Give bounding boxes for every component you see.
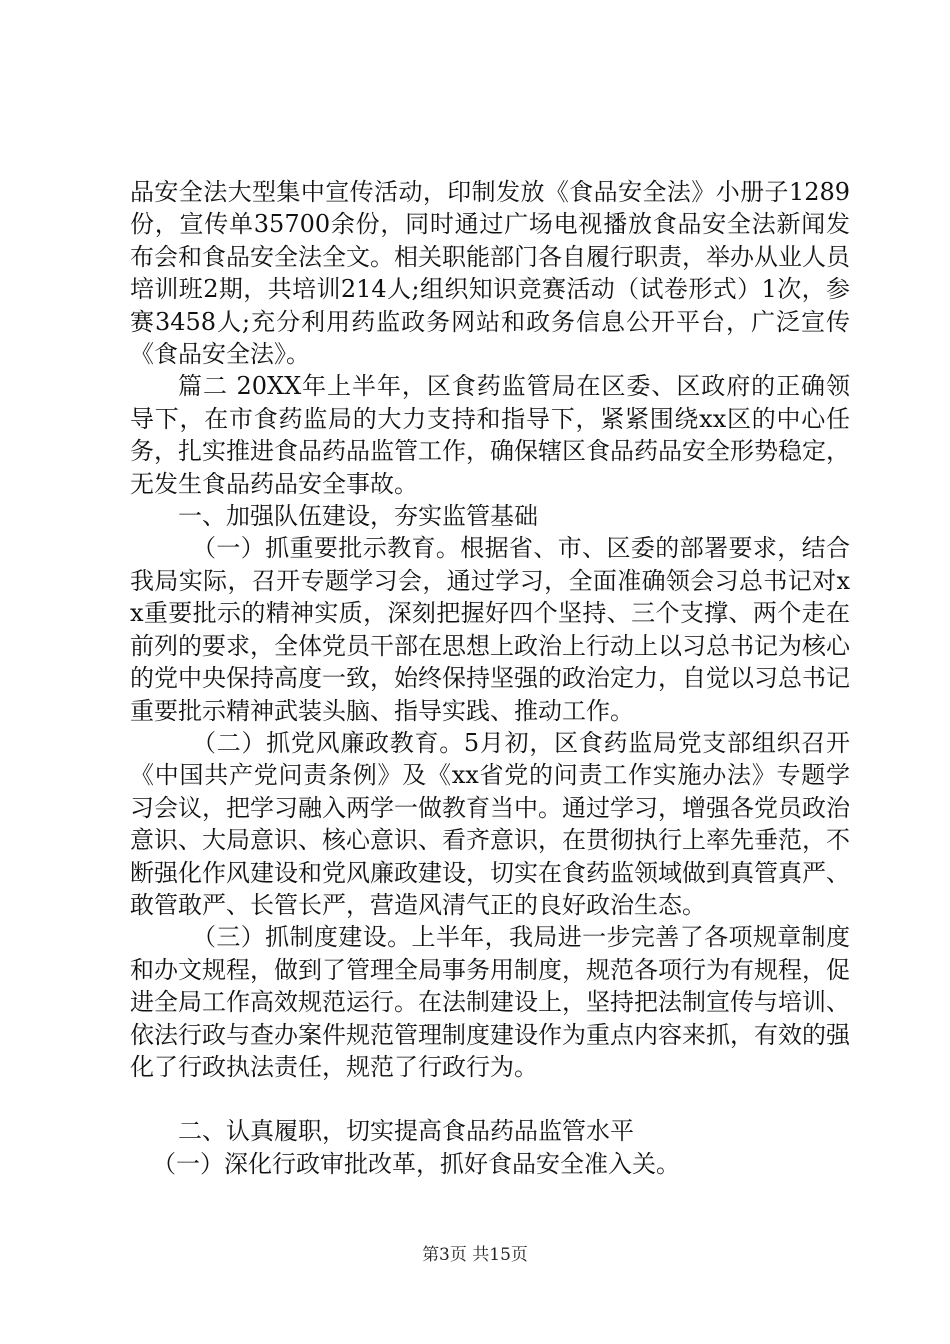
paragraph-item-two: （二）抓党风廉政教育。5月初，区食药监局党支部组织召开《中国共产党问责条例》及《xx省党的问责工作实施办法》专题学习会议，把学习融入两学一做教育当中。通过学习，增强各党员政治意识、大局意识、核心意识、看齐意识，在贯彻执行上率先垂范，不断强化作风建设和党风廉政建设，切实在食药监领域做到真管真严、敢管敢严、长管长严，营造风清气正的良好政治生态。: [130, 728, 850, 919]
paragraph-item-three: （三）抓制度建设。上半年，我局进一步完善了各项规章制度和办文规程，做到了管理全局事务用制度，规范各项行为有规程，促进全局工作高效规范运行。在法制建设上，坚持把法制宣传与培训、依法行政与查办案件规范管理制度建设作为重点内容来抓，有效的强化了行政执法责任，规范了行政行为。: [130, 923, 850, 1081]
document-body: [130, 176, 850, 1180]
paragraph-spacer: [130, 1083, 850, 1115]
paragraph-intro-continuation: 品安全法大型集中宣传活动，印制发放《食品安全法》小册子1289份，宣传单35700余份，同时通过广场电视播放食品安全法新闻发布会和食品安全法全文。相关职能部门各自履行职责，举办从业人员培训班2期，共培训214人;组织知识竞赛活动（试卷形式）1次，参赛3458人;充分利用药监政务网站和政务信息公开平台，广泛宣传《食品安全法》。: [130, 178, 850, 369]
heading-subsection-one: （一）深化行政审批改革，抓好食品安全准入关。: [152, 1149, 680, 1178]
paragraph-item-one: （一）抓重要批示教育。根据省、市、区委的部署要求，结合我局实际，召开专题学习会，通过学习，全面准确领会习总书记对xx重要批示的精神实质，深刻把握好四个坚持、三个支撑、两个走在前列的要求，全体党员干部在思想上政治上行动上以习总书记为核心的党中央保持高度一致，始终保持坚强的政治定力，自觉以习总书记重要批示精神武装头脑、指导实践、推动工作。: [130, 534, 850, 725]
paragraph-part-two-intro: 篇二 20XX年上半年，区食药监管局在区委、区政府的正确领导下，在市食药监局的大力支持和指导下，紧紧围绕xx区的中心任务，扎实推进食品药品监管工作，确保辖区食品药品安全形势稳定，无发生食品药品安全事故。: [130, 372, 850, 498]
heading-section-one: 一、加强队伍建设，夯实监管基础: [178, 502, 538, 531]
heading-section-two: 二、认真履职，切实提高食品药品监管水平: [178, 1117, 634, 1146]
page-number-footer: 第3页 共15页: [422, 1245, 528, 1265]
